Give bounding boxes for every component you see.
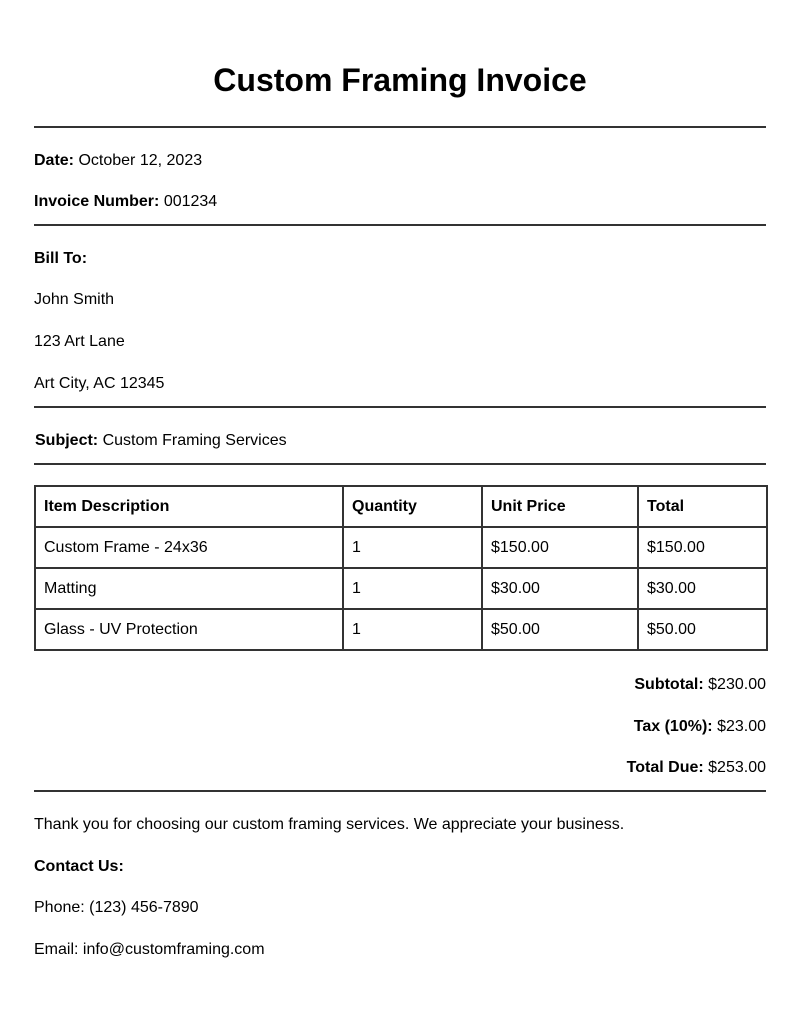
contact-phone: Phone: (123) 456-7890 — [34, 899, 199, 916]
invoice-number-line — [34, 192, 766, 212]
cell-quantity: 1 — [343, 609, 482, 650]
cell-quantity: 1 — [343, 568, 482, 609]
cell-total: $50.00 — [638, 609, 767, 650]
subtotal-line — [34, 675, 766, 695]
tax-label: Tax (10%): — [633, 718, 713, 735]
date-line — [34, 151, 766, 171]
invoice-number-value: 001234 — [163, 193, 218, 210]
divider — [34, 224, 766, 226]
tax-line — [34, 717, 766, 737]
cell-unit-price: $50.00 — [482, 609, 638, 650]
table-row — [35, 527, 767, 568]
tax-value: $23.00 — [717, 718, 766, 735]
invoice-title: Custom Framing Invoice — [213, 62, 587, 98]
bill-to-label: Bill To: — [34, 250, 88, 267]
contact-email: Email: info@customframing.com — [34, 941, 265, 958]
cell-quantity: 1 — [343, 527, 482, 568]
date-label: Date: — [34, 152, 75, 169]
table-header-row — [35, 486, 767, 527]
bill-to-name: John Smith — [34, 291, 115, 308]
subtotal-label: Subtotal: — [634, 676, 704, 693]
divider — [34, 126, 766, 128]
divider — [34, 406, 766, 408]
contact-us-label: Contact Us: — [34, 858, 124, 875]
cell-description: Glass - UV Protection — [35, 609, 343, 650]
column-header-description: Item Description — [35, 486, 343, 527]
thank-you-message: Thank you for choosing our custom framing services. We appreciate your business. — [34, 816, 625, 833]
column-header-total: Total — [638, 486, 767, 527]
cell-unit-price: $150.00 — [482, 527, 638, 568]
cell-unit-price: $30.00 — [482, 568, 638, 609]
invoice-number-label: Invoice Number: — [34, 193, 160, 210]
cell-description: Matting — [35, 568, 343, 609]
invoice-page — [34, 0, 766, 960]
table-row — [35, 568, 767, 609]
column-header-quantity: Quantity — [343, 486, 482, 527]
total-due-line — [34, 758, 766, 778]
totals-section — [34, 675, 766, 778]
subject-label: Subject: — [35, 432, 99, 449]
total-due-label: Total Due: — [626, 759, 704, 776]
bill-to-address-line1: 123 Art Lane — [34, 333, 125, 350]
total-due-value: $253.00 — [708, 759, 766, 776]
cell-description: Custom Frame - 24x36 — [35, 527, 343, 568]
table-row — [35, 609, 767, 650]
subject-value: Custom Framing Services — [102, 432, 287, 449]
column-header-unit-price: Unit Price — [482, 486, 638, 527]
cell-total: $150.00 — [638, 527, 767, 568]
subject-line — [34, 431, 766, 451]
items-table — [34, 485, 768, 651]
bill-to-address-line2: Art City, AC 12345 — [34, 375, 165, 392]
divider — [34, 463, 766, 465]
subtotal-value: $230.00 — [708, 676, 766, 693]
cell-total: $30.00 — [638, 568, 767, 609]
divider — [34, 790, 766, 792]
date-value: October 12, 2023 — [78, 152, 203, 169]
